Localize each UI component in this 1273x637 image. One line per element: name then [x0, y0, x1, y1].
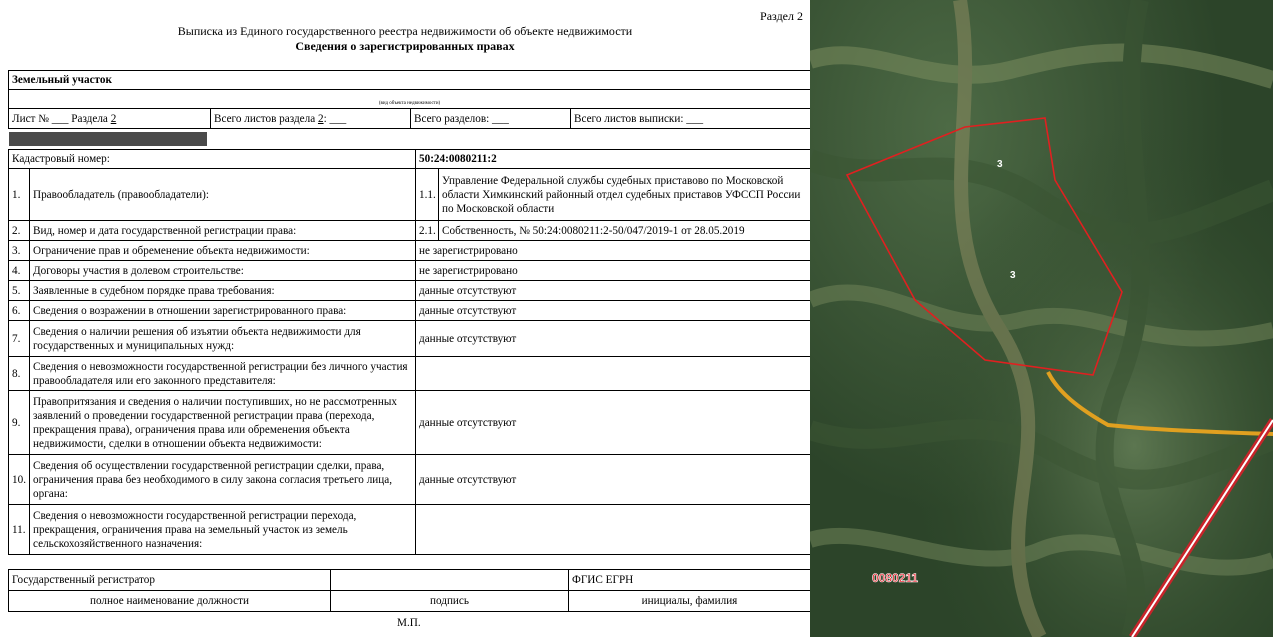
row-value: данные отсутствуют: [416, 391, 810, 455]
total-sheets-section-cell: Всего листов раздела 2: ___: [211, 109, 411, 129]
sheet-number-cell: [9, 109, 211, 129]
row-label: Сведения о невозможности государственной регистрации перехода, прекращения, ограничения права на земельный участок из земель сельскохозяйственного назначения:: [30, 505, 416, 555]
total-sheets-section-value: 2: [317, 112, 324, 125]
registrar-org: ФГИС ЕГРН: [569, 570, 811, 591]
sheet-number-blank: ___: [51, 112, 69, 125]
table-row: [9, 241, 811, 261]
row-number: 4.: [9, 261, 30, 281]
row-label: Заявленные в судебном порядке права требования:: [30, 281, 416, 301]
row-sub-number: 1.1.: [416, 169, 439, 221]
row-label: Ограничение прав и обременение объекта недвижимости:: [30, 241, 416, 261]
total-sections-cell: [411, 109, 571, 129]
row-number: 11.: [9, 505, 30, 555]
parcel-label-2: 3: [1010, 270, 1016, 281]
stamp-place: М.П.: [397, 617, 421, 629]
table-row: [9, 505, 811, 555]
document-title: Выписка из Единого государственного реестра недвижимости об объекте недвижимости: [177, 24, 633, 38]
row-value: Собственность, № 50:24:0080211:2-50/047/2019-1 от 28.05.2019: [439, 221, 810, 241]
row-label: Сведения о возражении в отношении зарегистрированного права:: [30, 301, 416, 321]
row-label: Сведения о наличии решения об изъятии объекта недвижимости для государственных и муниципальных нужд:: [30, 321, 416, 357]
row-number: 6.: [9, 301, 30, 321]
row-sub-number: 2.1.: [416, 221, 439, 241]
total-sections-label: Всего разделов:: [414, 112, 490, 125]
registrar-signature: [331, 570, 569, 591]
table-row: [9, 281, 811, 301]
table-row: [9, 221, 811, 241]
document-subtitle: Сведения о зарегистрированных правах: [295, 39, 515, 53]
row-number: 5.: [9, 281, 30, 301]
header-table: [8, 70, 810, 129]
row-label: Сведения об осуществлении государственной регистрации сделки, права, ограничения права без необходимого в силу закона согласия третьего лица, органа:: [30, 455, 416, 505]
row-value: [416, 505, 810, 555]
map-canvas[interactable]: [810, 0, 1273, 637]
caption-position: полное наименование должности: [9, 591, 331, 612]
cadastral-label: Кадастровый номер:: [9, 150, 416, 169]
table-row: [9, 455, 811, 505]
section-number-label: Раздела: [71, 112, 108, 125]
total-sections-blank: ___: [492, 112, 509, 125]
sheet-number-label: Лист №: [12, 112, 49, 125]
row-label: Правопритязания и сведения о наличии поступивших, но не рассмотренных заявлений о проведении государственной регистрации права (перехода, прекращения права), ограничения права или обременения объекта недвижимости, сделки в отношении объекта недвижимости:: [30, 391, 416, 455]
row-number: 9.: [9, 391, 30, 455]
section-label: Раздел 2: [760, 9, 803, 23]
row-number: 7.: [9, 321, 30, 357]
caption-signature: подпись: [331, 591, 569, 612]
row-number: 2.: [9, 221, 30, 241]
cadastral-row: [9, 150, 811, 169]
satellite-map[interactable]: [810, 0, 1273, 637]
row-value: [416, 357, 810, 391]
table-row: [9, 321, 811, 357]
object-type: Земельный участок: [9, 71, 811, 90]
row-value: не зарегистрировано: [416, 241, 810, 261]
total-sheets-section-blank: ___: [329, 112, 347, 125]
registrar-label: Государственный регистратор: [9, 570, 331, 591]
cadastral-number: 50:24:0080211:2: [416, 150, 810, 169]
row-label: Вид, номер и дата государственной регистрации права:: [30, 221, 416, 241]
total-sheets-section-label: Всего листов раздела: [214, 112, 316, 125]
row-value: данные отсутствуют: [416, 455, 810, 505]
row-number: 8.: [9, 357, 30, 391]
total-sheets-extract-blank: ___: [686, 112, 704, 125]
row-value: данные отсутствуют: [416, 301, 810, 321]
total-sheets-extract-cell: [571, 109, 811, 129]
row-value: данные отсутствуют: [416, 281, 810, 301]
total-sheets-extract-label: Всего листов выписки:: [574, 112, 684, 125]
table-row: [9, 169, 811, 221]
redacted-block: [9, 130, 207, 148]
caption-name: инициалы, фамилия: [569, 591, 811, 612]
quarter-label: 0080211: [872, 571, 919, 585]
rights-table: [8, 149, 810, 555]
table-row: [9, 357, 811, 391]
table-row: [9, 391, 811, 455]
row-number: 10.: [9, 455, 30, 505]
row-label: Правообладатель (правообладатели):: [30, 169, 416, 221]
parcel-label-1: 3: [997, 159, 1003, 170]
row-number: 3.: [9, 241, 30, 261]
table-row: [9, 261, 811, 281]
section-number-value: 2: [110, 112, 117, 125]
table-row: [9, 301, 811, 321]
row-label: Договоры участия в долевом строительстве:: [30, 261, 416, 281]
row-value: не зарегистрировано: [416, 261, 810, 281]
row-value: Управление Федеральной службы судебных приставово по Московской области Химкинский районный отдел судебных приставов УФССП России по Московской области: [439, 169, 810, 221]
row-value: данные отсутствуют: [416, 321, 810, 357]
object-type-caption: (вид объекта недвижимости): [9, 90, 811, 109]
row-label: Сведения о невозможности государственной регистрации без личного участия правообладателя или его законного представителя:: [30, 357, 416, 391]
signature-table: [8, 569, 810, 612]
row-number: 1.: [9, 169, 30, 221]
